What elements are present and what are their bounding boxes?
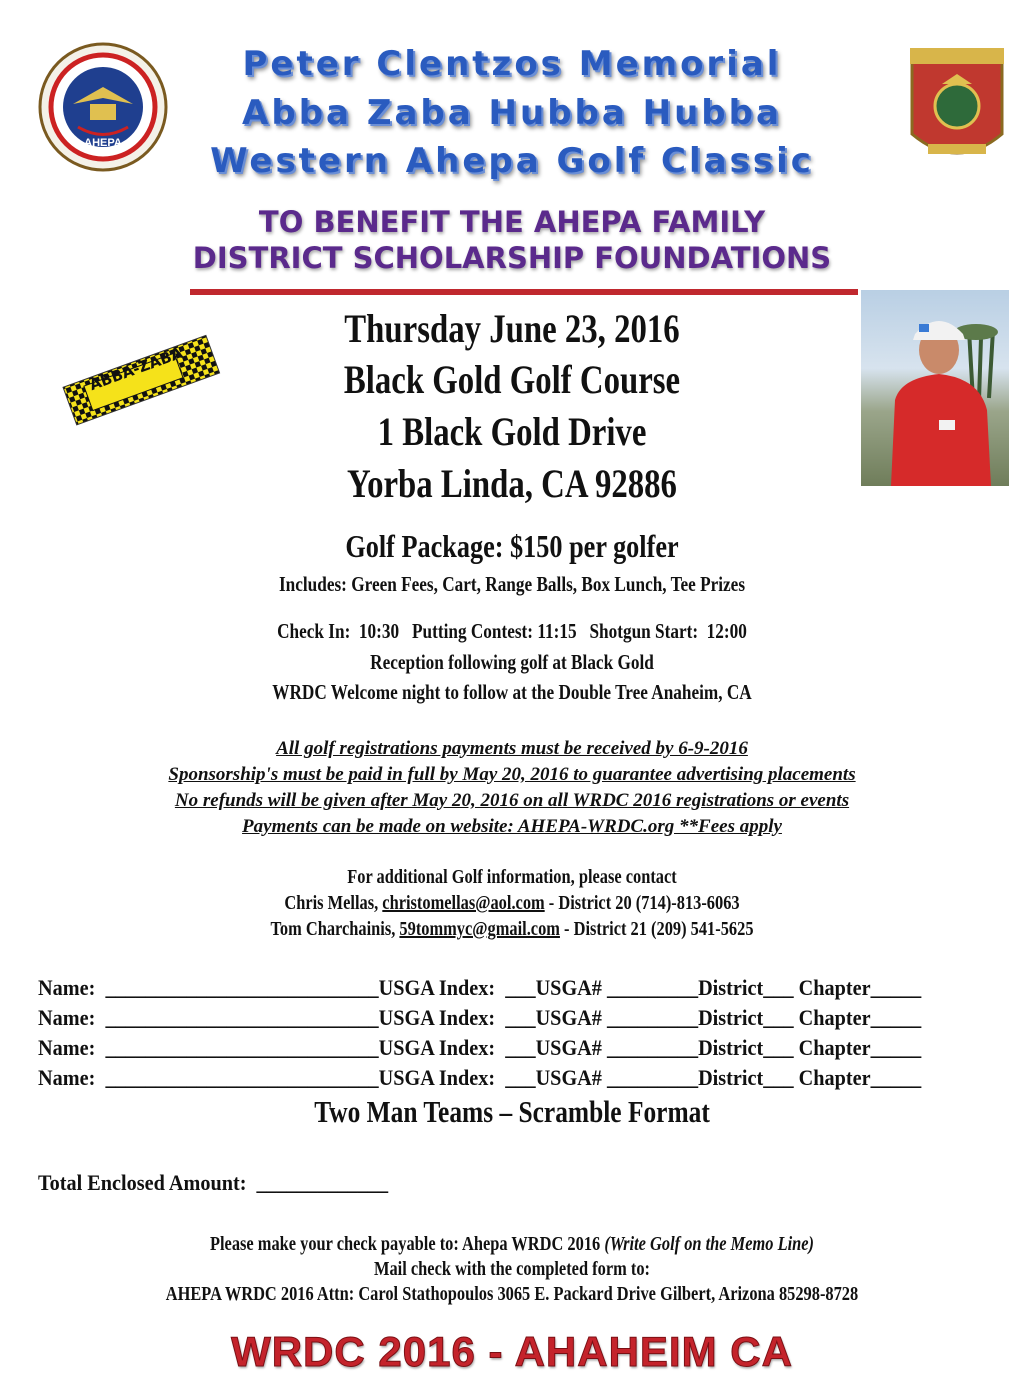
payment-payable-text: Please make your check payable to: Ahepa WRDC 2016 <box>209 1233 605 1255</box>
schedule-times: Check In: 10:30 Putting Contest: 11:15 Shotgun Start: 12:00 <box>277 619 747 643</box>
schedule-welcome: WRDC Welcome night to follow at the Double Tree Anaheim, CA <box>272 680 752 704</box>
contact-chris-district: - District 20 (714)-813-6063 <box>544 892 740 914</box>
red-divider <box>190 289 858 295</box>
payment-payable <box>92 1233 932 1256</box>
notice-payments-website: Payments can be made on website: AHEPA-WRDC.org **Fees apply <box>242 816 782 837</box>
registration-row-4[interactable]: Name: ___________________________USGA Index: ___USGA# _________District___ Chapter_____ <box>38 1065 922 1090</box>
notice-registration-deadline: All golf registrations payments must be received by 6-9-2016 <box>276 738 748 759</box>
payment-memo-note: (Write Golf on the Memo Line) <box>604 1233 815 1255</box>
registration-row-1[interactable]: Name: ___________________________USGA Index: ___USGA# _________District___ Chapter_____ <box>38 975 922 1000</box>
registration-row-3[interactable]: Name: ___________________________USGA Index: ___USGA# _________District___ Chapter_____ <box>38 1035 922 1060</box>
event-course: Black Gold Golf Course <box>343 357 681 402</box>
contact-tom-district: - District 21 (209) 541-5625 <box>559 918 754 940</box>
package-title: Golf Package: $150 per golfer <box>345 528 679 564</box>
notice-sponsorship: Sponsorship's must be paid in full by May 20, 2016 to guarantee advertising placements <box>168 764 856 785</box>
payment-mail-instruction: Mail check with the completed form to: <box>373 1258 651 1280</box>
contact-chris-email-link[interactable]: christomellas@aol.com <box>382 892 545 914</box>
footer-event-banner: WRDC 2016 - AHAHEIM CA <box>231 1328 793 1375</box>
notice-refunds: No refunds will be given after May 20, 2016 on all WRDC 2016 registrations or events <box>174 790 850 811</box>
contact-chris-name: Chris Mellas, <box>284 892 383 914</box>
contact-tom-email-link[interactable]: 59tommyc@gmail.com <box>399 918 560 940</box>
payment-mailing-address: AHEPA WRDC 2016 Attn: Carol Stathopoulos 3065 E. Packard Drive Gilbert, Arizona 85298-8728 <box>165 1283 859 1305</box>
event-date: Thursday June 23, 2016 <box>344 306 680 351</box>
benefit-line-2: DISTRICT SCHOLARSHIP FOUNDATIONS <box>192 241 832 275</box>
contact-intro: For additional Golf information, please contact <box>347 866 677 888</box>
contact-tom-name: Tom Charchainis, <box>270 918 400 940</box>
title-line-2: Abba Zaba Hubba Hubba <box>242 93 782 133</box>
title-line-1: Peter Clentzos Memorial <box>242 44 782 84</box>
schedule-reception: Reception following golf at Black Gold <box>370 650 654 674</box>
candy-label: ABBA-ZABA <box>86 343 186 395</box>
registration-row-2[interactable]: Name: ___________________________USGA Index: ___USGA# _________District___ Chapter_____ <box>38 1005 922 1030</box>
event-address: 1 Black Gold Drive <box>377 409 647 454</box>
team-format: Two Man Teams – Scramble Format <box>314 1094 710 1129</box>
title-line-3: Western Ahepa Golf Classic <box>210 141 814 181</box>
event-city: Yorba Linda, CA 92886 <box>347 461 677 506</box>
benefit-line-1: TO BENEFIT THE AHEPA FAMILY <box>258 205 766 239</box>
contact-chris <box>92 892 932 915</box>
seal-ahepa-label: AHEPA <box>84 137 122 149</box>
contact-tom <box>92 918 932 941</box>
package-includes: Includes: Green Fees, Cart, Range Balls, Box Lunch, Tee Prizes <box>278 572 746 596</box>
total-enclosed-field[interactable]: Total Enclosed Amount: _____________ <box>38 1170 389 1195</box>
